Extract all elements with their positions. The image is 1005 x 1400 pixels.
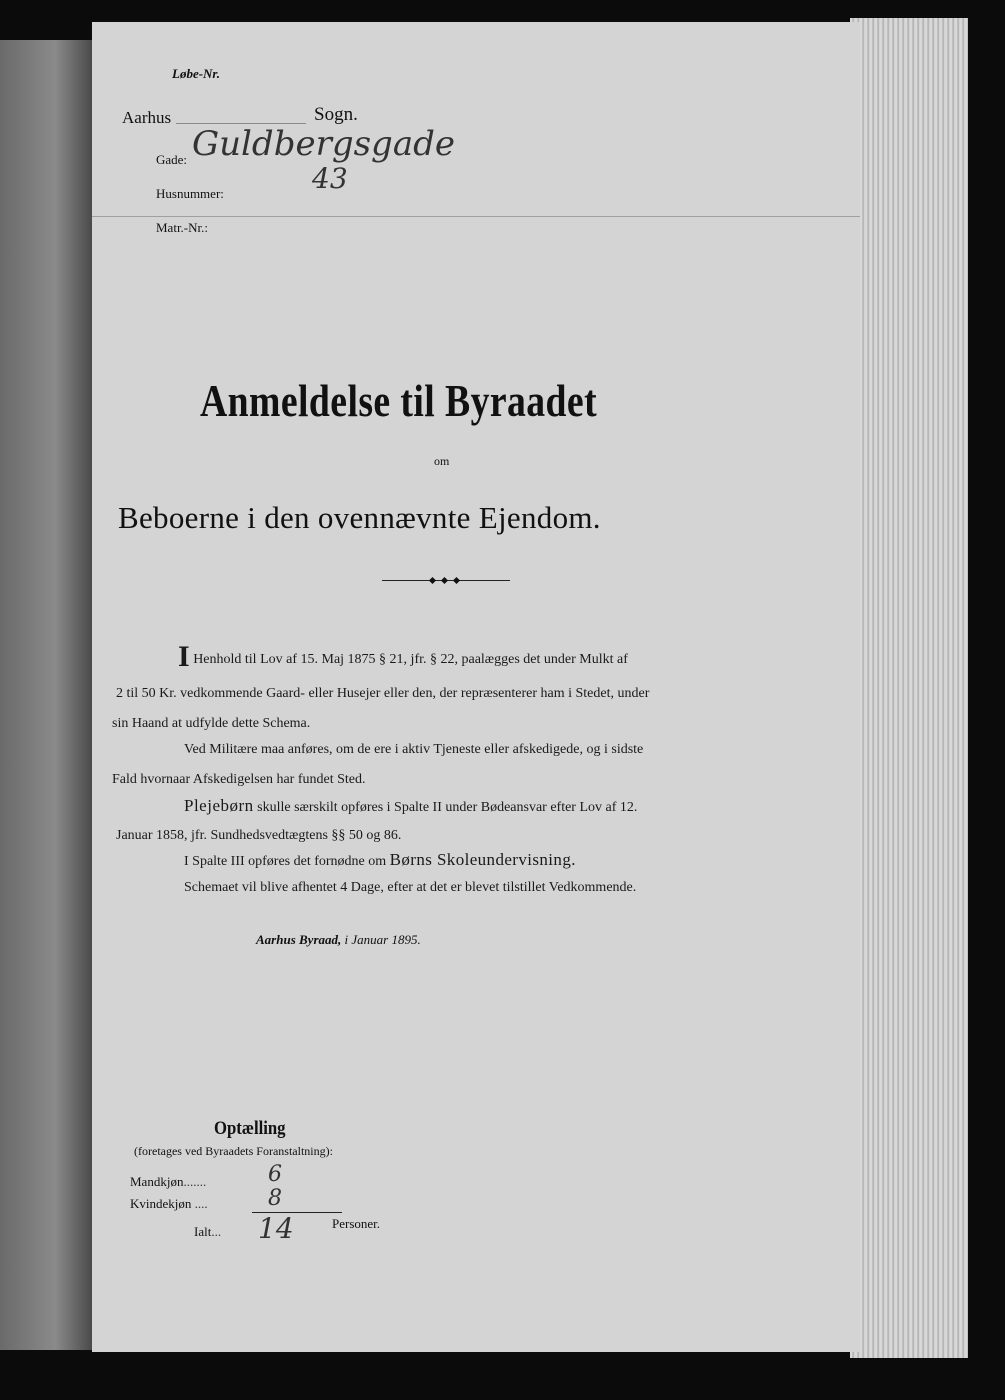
signature-place: Aarhus Byraad, (256, 932, 342, 947)
sogn-label: Sogn. (314, 104, 358, 125)
p2-line1: Ved Militære maa anføres, om de ere i aktiv Tjeneste eller afskedigede, og i sidste (184, 742, 644, 757)
p1-line2: 2 til 50 Kr. vedkommende Gaard- eller Husejer eller den, der repræsenterer ham i Stedet, under (116, 686, 650, 701)
p3-line2: Januar 1858, jfr. Sundhedsvedtægtens §§ 50 og 86. (116, 828, 402, 843)
count-title: Optælling (214, 1118, 286, 1139)
document-page (92, 22, 860, 1352)
ialt-row: Ialt... (194, 1224, 222, 1239)
gade-label: Gade: (156, 152, 188, 167)
p1-line3: sin Haand at udfylde dette Schema. (112, 716, 311, 731)
ornament-dot (441, 577, 448, 584)
instructions-paragraph-3 (184, 796, 637, 816)
p1-line1: Henhold til Lov af 15. Maj 1875 § 21, jfr. § 22, paalægges det under Mulkt af (193, 652, 628, 667)
document-subtitle: Beboerne i den ovennævnte Ejendom. (118, 500, 601, 535)
personer-label: Personer. (332, 1216, 381, 1231)
ialt-label: Ialt (194, 1224, 212, 1239)
mandkjon-label: Mandkjøn (130, 1174, 184, 1189)
gade-value: Guldbergsgade (192, 124, 455, 164)
ornament-dot (453, 577, 460, 584)
drop-initial: I (178, 640, 190, 673)
p2-line2: Fald hvornaar Afskedigelsen har fundet Sted. (112, 772, 366, 787)
husnummer-label: Husnummer: (156, 186, 224, 201)
husnummer-value: 43 (312, 162, 348, 195)
kvindekjon-row: Kvindekjøn .... (130, 1196, 208, 1211)
instructions-paragraph-4 (184, 850, 576, 870)
signature-date: i Januar 1895. (344, 932, 421, 947)
p4-emphasis: Børns Skoleundervisning. (389, 850, 576, 869)
aarhus-label: Aarhus (122, 108, 172, 127)
mandkjon-row: Mandkjøn....... (130, 1174, 207, 1189)
ialt-value: 14 (258, 1212, 294, 1245)
lobe-nr-label: Løbe-Nr. (172, 66, 221, 81)
count-note: (foretages ved Byraadets Foranstaltning): (134, 1144, 333, 1158)
page-stack-edge (850, 18, 968, 1358)
p5-line: Schemaet vil blive afhentet 4 Dage, efter at det er blevet tilstillet Vedkommende. (184, 880, 637, 895)
title-connector: om (434, 454, 450, 468)
kvindekjon-label: Kvindekjøn (130, 1196, 192, 1211)
document-title: Anmeldelse til Byraadet (200, 375, 598, 426)
header-divider (92, 216, 860, 217)
matr-label: Matr.-Nr.: (156, 220, 208, 235)
p3-line1: skulle særskilt opføres i Spalte II under Bødeansvar efter Lov af 12. (257, 800, 638, 815)
instructions-paragraph-1 (178, 640, 628, 674)
kvindekjon-value: 8 (268, 1186, 282, 1211)
ornament-dot (429, 577, 436, 584)
p4-text: I Spalte III opføres det fornødne om (184, 854, 387, 869)
signature-line (256, 932, 421, 948)
plejeborn-lead: Plejebørn (184, 796, 254, 815)
mandkjon-value: 6 (268, 1162, 282, 1187)
previous-page-edge (0, 40, 92, 1350)
